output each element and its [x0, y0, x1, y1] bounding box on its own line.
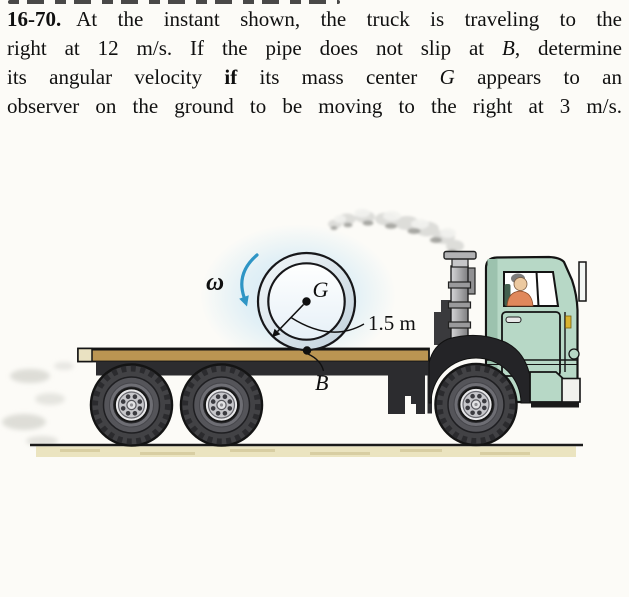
mass-center-dot [302, 297, 310, 305]
side-mirror [579, 262, 586, 301]
door-handle [506, 317, 521, 323]
fuel-cap [569, 349, 579, 359]
var-B-inline: B [502, 36, 515, 60]
step-box-white [562, 379, 580, 403]
omega-label: ω [206, 269, 225, 296]
door-edge-marker [566, 316, 572, 328]
ground-texture-strip [36, 447, 576, 458]
problem-line-3-tail: appears to an [454, 65, 622, 89]
exhaust-stack [434, 252, 476, 346]
radius-dimension-label: 1.5 m [368, 311, 416, 335]
contact-point-label: B [315, 370, 329, 395]
motion-smudges [2, 362, 74, 446]
rear-wheel-inner [181, 365, 262, 446]
flatbed-end-cap [78, 349, 92, 362]
front-wheel [436, 364, 517, 445]
problem-line-4-text: observer on the ground to be moving to the right at 3 m/s. [7, 94, 622, 118]
mass-center-label: G [312, 277, 329, 302]
problem-line-2-text: right at 12 m/s. If the pipe does not slip at [7, 36, 503, 60]
emphasis-if: if [224, 65, 238, 89]
step-box-green [530, 372, 563, 402]
bumper-bar [531, 402, 579, 408]
driver-head [514, 278, 527, 291]
problem-line-3-mid: its mass center [237, 65, 440, 89]
ground [30, 445, 583, 457]
problem-line-2-tail: , determine [514, 36, 622, 60]
contact-point-dot [303, 346, 311, 354]
var-G-inline: G [439, 65, 455, 89]
rear-wheel-outer [91, 365, 172, 446]
flatbed [78, 349, 429, 362]
problem-line-3-text: its angular velocity [7, 65, 225, 89]
problem-line-1-text: At the instant shown, the truck is traveling to the [76, 7, 622, 31]
stack-cap [444, 252, 476, 260]
problem-number: 16-70. [7, 7, 62, 31]
chassis-step-block [388, 362, 425, 415]
